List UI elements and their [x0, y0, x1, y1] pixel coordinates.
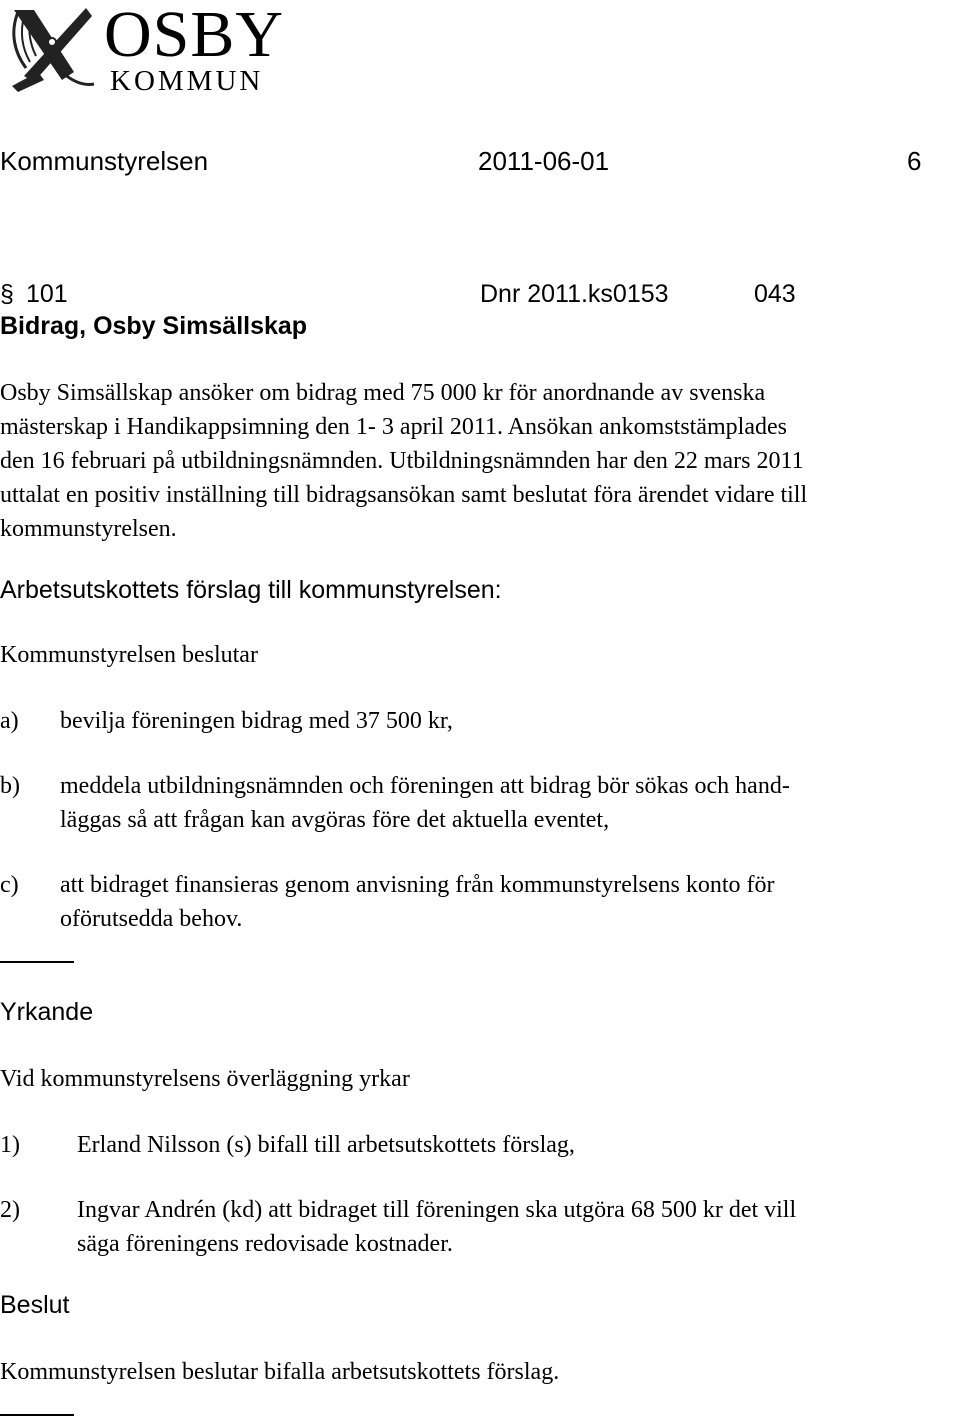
- intro-line-2: mästerskap i Handikappsimning den 1- 3 april 2011. Ansökan ankomststämplades: [0, 414, 787, 440]
- divider-rule: [0, 961, 74, 963]
- intro-line-3: den 16 februari på utbildningsnämnden. Utbildningsnämnden har den 22 mars 2011: [0, 448, 804, 474]
- motion-heading: Yrkande: [0, 998, 94, 1026]
- decision-heading: Beslut: [0, 1291, 70, 1319]
- section-symbol: §: [0, 280, 14, 308]
- intro-line-5: kommunstyrelsen.: [0, 516, 177, 542]
- intro-line-1: Osby Simsällskap ansöker om bidrag med 75 000 kr för anordnande av svenska: [0, 380, 766, 406]
- proposal-item-c-line-2: oförutsedda behov.: [60, 906, 243, 932]
- header-page-number: 6: [907, 146, 922, 176]
- motion-item-2-line-1: Ingvar Andrén (kd) att bidraget till föreningen ska utgöra 68 500 kr det vill: [77, 1197, 797, 1223]
- motion-item-label-1: 1): [0, 1132, 20, 1158]
- header-date: 2011-06-01: [478, 146, 610, 176]
- proposal-item-a-line-1: bevilja föreningen bidrag med 37 500 kr,: [60, 708, 453, 734]
- osby-coat-of-arms-logo: [4, 2, 96, 94]
- decision-text: Kommunstyrelsen beslutar bifalla arbetsutskottets förslag.: [0, 1359, 560, 1385]
- motion-item-1-line-1: Erland Nilsson (s) bifall till arbetsutskottets förslag,: [77, 1132, 575, 1158]
- proposal-heading: Arbetsutskottets förslag till kommunstyrelsen:: [0, 576, 502, 604]
- proposal-item-label-b: b): [0, 773, 20, 799]
- proposal-item-b-line-2: läggas så att frågan kan avgöras före det aktuella eventet,: [60, 807, 610, 833]
- intro-line-4: uttalat en positiv inställning till bidragsansökan samt beslutat föra ärendet vidare till: [0, 482, 808, 508]
- section-number: 101: [26, 280, 68, 308]
- proposal-item-b-line-1: meddela utbildningsnämnden och föreningen att bidrag bör sökas och hand-: [60, 773, 790, 799]
- motion-lead: Vid kommunstyrelsens överläggning yrkar: [0, 1066, 410, 1092]
- section-title: Bidrag, Osby Simsällskap: [0, 312, 308, 340]
- motion-item-label-2: 2): [0, 1197, 20, 1223]
- proposal-lead: Kommunstyrelsen beslutar: [0, 642, 258, 668]
- proposal-item-c-line-1: att bidraget finansieras genom anvisning från kommunstyrelsens konto för: [60, 872, 775, 898]
- motion-item-2-line-2: säga föreningens redovisade kostnader.: [77, 1231, 453, 1257]
- logo-subtitle: KOMMUN: [110, 65, 264, 97]
- section-code: 043: [754, 280, 796, 308]
- section-dnr: Dnr 2011.ks0153: [480, 280, 669, 308]
- proposal-item-label-a: a): [0, 708, 19, 734]
- logo-name: OSBY: [104, 0, 285, 71]
- divider-rule-bottom: [0, 1414, 74, 1416]
- header-body: Kommunstyrelsen: [0, 146, 209, 176]
- proposal-item-label-c: c): [0, 872, 19, 898]
